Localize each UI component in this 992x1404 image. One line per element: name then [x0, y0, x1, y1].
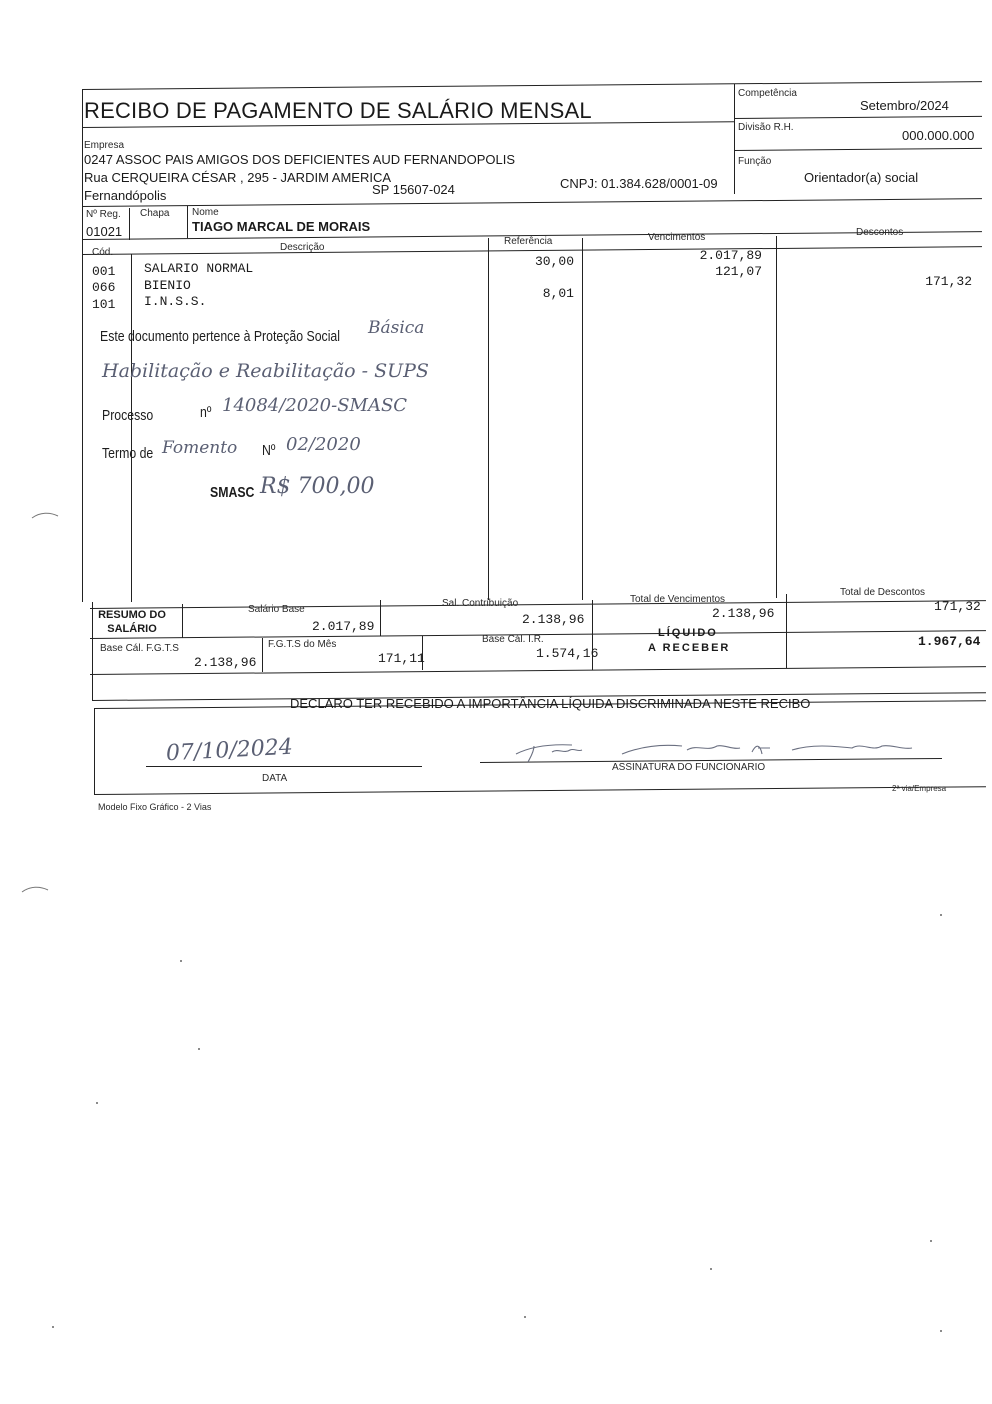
annotation-line-3: [102, 407, 165, 425]
competencia-label: Competência: [738, 88, 797, 99]
cod-column-divider: [131, 254, 132, 602]
liquido-label-2: A RECEBER: [648, 642, 731, 654]
row-2-cod: 066: [92, 280, 116, 295]
annotation-line-1: [100, 328, 393, 346]
divisao-label: Divisão R.H.: [738, 122, 794, 133]
empresa-city: Fernandópolis: [84, 188, 167, 203]
annotation-printed-1: Este documento pertence à Proteção Social: [100, 328, 341, 345]
referencia-column-divider: [582, 238, 583, 600]
annotation-hand-1: Básica: [368, 318, 425, 338]
competencia-divider: [734, 116, 982, 119]
date-label: DATA: [262, 773, 288, 784]
chapa-divider: [187, 206, 188, 238]
table-bottom-divider: [90, 600, 986, 609]
funcao-value: Orientador(a) social: [804, 170, 919, 185]
liquido-value: 1.967,64: [918, 634, 981, 649]
receipt-title: RECIBO DE PAGAMENTO DE SALÁRIO MENSAL: [84, 98, 592, 123]
annotation-hand-3: 14084/2020-SMASC: [222, 395, 408, 416]
row-1-vencimentos: 2.017,89: [699, 248, 762, 263]
modelo-label: Modelo Fixo Gráfico - 2 Vias: [98, 802, 212, 812]
sal-contribuicao-label: Sal. Contribuição: [442, 598, 519, 609]
scan-speck: [180, 960, 182, 962]
annotation-hand-5: R$ 700,00: [260, 474, 375, 499]
competencia-value: Setembro/2024: [860, 98, 949, 113]
scan-speck: [940, 914, 942, 916]
declaration-text: DECLARO TER RECEBIDO A IMPORTÂNCIA LÍQUIDA DISCRIMINADA NESTE RECIBO: [290, 696, 811, 711]
descricao-header: Descrição: [280, 242, 325, 253]
declaration-left: [94, 708, 95, 794]
annotation-printed-4: Termo de: [102, 445, 154, 462]
vencimentos-header: Vencimentos: [648, 232, 706, 243]
empresa-name: 0247 ASSOC PAIS AMIGOS DOS DEFICIENTES AUD FERNANDOPOLIS: [84, 152, 516, 167]
annotation-n-3: nº: [200, 404, 212, 421]
reg-label: Nº Reg.: [86, 209, 121, 220]
resumo-label: RESUMO DO SALÁRIO: [98, 609, 166, 635]
nome-label: Nome: [192, 207, 219, 218]
cod-header: Cód.: [92, 247, 114, 258]
top-border: [82, 81, 982, 90]
scan-mark: [20, 884, 50, 894]
empresa-state-zip: SP 15607-024: [372, 182, 455, 197]
summary-col-6: [786, 594, 787, 668]
row-2-descricao: BIENIO: [144, 278, 191, 293]
empresa-divider: [82, 198, 982, 207]
descricao-column-divider: [488, 238, 489, 600]
fgts-mes-label: F.G.T.S do Mês: [268, 639, 337, 650]
empresa-address: Rua CERQUEIRA CÉSAR , 295 - JARDIM AMERICA: [84, 170, 392, 185]
empresa-cnpj: CNPJ: 01.384.628/0001-09: [560, 176, 718, 191]
funcao-label: Função: [738, 156, 772, 167]
reg-value: 01021: [86, 224, 123, 239]
descontos-header: Descontos: [856, 227, 904, 238]
scan-speck: [940, 1330, 942, 1332]
employee-name: TIAGO MARCAL DE MORAIS: [192, 219, 371, 234]
divisao-value: 000.000.000: [902, 128, 975, 143]
referencia-header: Referência: [504, 236, 553, 247]
row-3-descricao: I.N.S.S.: [144, 294, 207, 309]
summary-col-3: [262, 638, 263, 672]
base-ir-label: Base Cál. I.R.: [482, 634, 544, 645]
reg-divider: [129, 208, 130, 240]
row-2-vencimentos: 121,07: [715, 264, 762, 279]
scan-speck: [930, 1240, 932, 1242]
divisao-divider: [734, 148, 982, 151]
scan-speck: [524, 1316, 526, 1318]
row-2-descontos: 171,32: [925, 274, 972, 289]
annotation-hand-4b: 02/2020: [286, 434, 361, 455]
annotation-printed-5: SMASC: [210, 484, 255, 501]
salary-receipt: [82, 82, 986, 812]
date-handwritten: 07/10/2024: [165, 734, 294, 767]
scan-mark: [30, 510, 60, 520]
annotation-n-4: Nº: [262, 442, 276, 459]
total-descontos-label: Total de Descontos: [840, 587, 926, 598]
left-border: [82, 90, 83, 602]
base-fgts-label: Base Cál. F.G.T.S: [100, 643, 179, 654]
left-border-lower: [92, 602, 93, 700]
fgts-mes-value: 171,11: [378, 651, 425, 666]
salario-base-label: Salário Base: [248, 604, 305, 615]
base-fgts-value: 2.138,96: [194, 655, 257, 670]
annotation-line-4: [102, 445, 165, 463]
total-descontos-value: 171,32: [934, 599, 981, 614]
annotation-printed-3: Processo: [102, 407, 154, 424]
base-ir-value: 1.574,16: [536, 646, 599, 661]
total-vencimentos-value: 2.138,96: [712, 606, 775, 621]
date-line: [146, 766, 422, 767]
row-3-cod: 101: [92, 297, 116, 312]
row-3-referencia: 8,01: [542, 286, 574, 301]
scan-speck: [96, 1102, 98, 1104]
annotation-hand-2: Habilitação e Reabilitação - SUPS: [102, 360, 429, 382]
scan-speck: [52, 1326, 54, 1328]
declaration-bottom: [94, 786, 986, 795]
salario-base-value: 2.017,89: [312, 619, 375, 634]
scan-speck: [198, 1048, 200, 1050]
row-1-descricao: SALARIO NORMAL: [144, 261, 254, 276]
summary-col-1: [182, 604, 183, 638]
row-1-referencia: 30,00: [534, 254, 574, 269]
summary-col-2: [380, 600, 381, 636]
sal-contribuicao-value: 2.138,96: [522, 612, 585, 627]
row-1-cod: 001: [92, 264, 116, 279]
annotation-hand-4: Fomento: [162, 438, 238, 458]
total-vencimentos-label: Total de Vencimentos: [630, 594, 726, 605]
header-right-divider: [734, 84, 735, 194]
liquido-label-1: LÍQUIDO: [658, 627, 718, 639]
scan-speck: [710, 1268, 712, 1270]
signature-label: ASSINATURA DO FUNCIONARIO: [612, 762, 766, 773]
chapa-label: Chapa: [140, 208, 170, 219]
empresa-label: Empresa: [84, 140, 125, 151]
via-label: 2ª via/Empresa: [892, 784, 947, 793]
vencimentos-column-divider: [776, 236, 777, 598]
